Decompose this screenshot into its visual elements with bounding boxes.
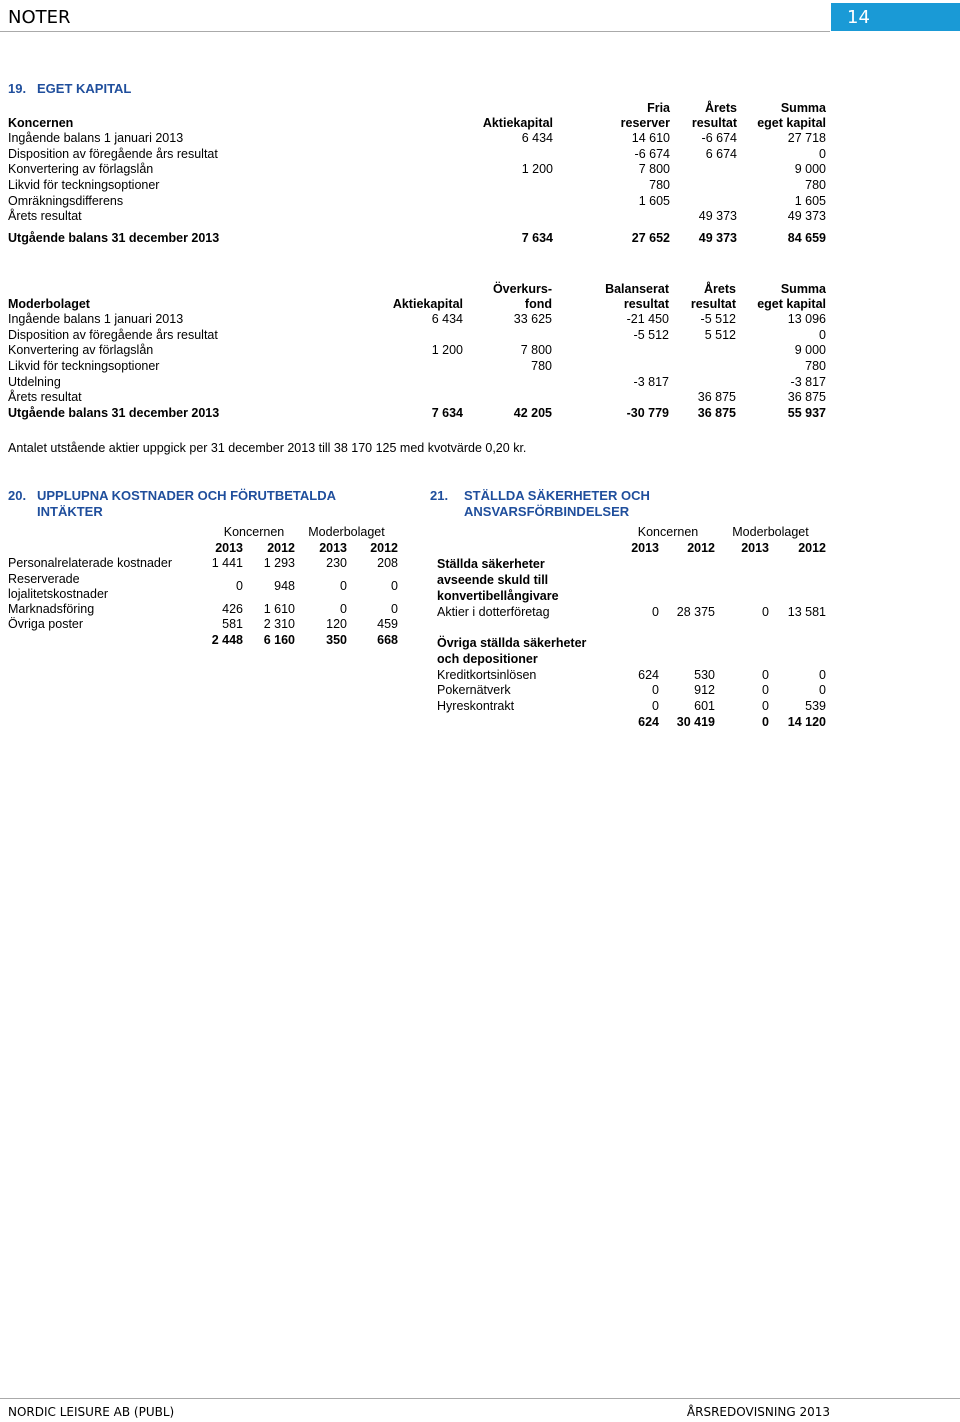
table-row — [8, 328, 826, 344]
row-label: Pokernätverk — [437, 683, 511, 698]
cell: 1 605 — [638, 193, 670, 208]
year-header: 2012 — [798, 540, 826, 555]
section-heading-line2: avseende skuld till — [437, 572, 549, 587]
cell: 36 875 — [787, 390, 826, 405]
col-header: Fria — [647, 100, 670, 115]
cell: 350 — [326, 632, 347, 647]
cell: 6 434 — [431, 312, 463, 327]
table-row — [437, 699, 826, 715]
cell: 1 200 — [521, 162, 553, 177]
table-row — [8, 602, 398, 618]
note21-title-line1: STÄLLDA SÄKERHETER OCH — [464, 488, 650, 503]
cell: -30 779 — [626, 405, 669, 420]
cell: 49 373 — [698, 231, 737, 246]
col-header: reserver — [620, 116, 670, 131]
cell: 0 — [652, 698, 659, 713]
col-header — [422, 100, 553, 116]
row-label: Övriga poster — [8, 617, 84, 632]
cell: 36 875 — [697, 405, 736, 420]
cell — [463, 390, 552, 406]
row-label: Disposition av föregående års resultat — [8, 327, 218, 342]
cell — [463, 328, 552, 344]
row-label: Utgående balans 31 december 2013 — [8, 405, 220, 420]
cell — [552, 359, 669, 375]
table-row — [8, 147, 826, 163]
note20-number: 20. — [8, 488, 27, 503]
header-rule — [0, 31, 830, 32]
table-header-row2 — [8, 116, 826, 132]
col-header: resultat — [690, 297, 736, 312]
table-row — [8, 162, 826, 178]
table-header-row1 — [437, 525, 826, 541]
cell: 28 375 — [676, 604, 715, 619]
cell — [669, 343, 736, 359]
table-row — [8, 312, 826, 328]
cell — [328, 328, 463, 344]
cell: -5 512 — [633, 327, 669, 342]
col-header: resultat — [691, 116, 737, 131]
year-header: 2013 — [215, 540, 243, 555]
table-total-row — [8, 406, 826, 422]
table-row — [437, 683, 826, 699]
cell: 0 — [762, 683, 769, 698]
cell: 6 160 — [263, 632, 295, 647]
col-header: Summa — [780, 281, 826, 296]
cell: 0 — [236, 578, 243, 593]
table-row — [8, 375, 826, 391]
cell: 7 634 — [521, 231, 553, 246]
table-header-row1 — [8, 100, 826, 116]
row-label: Marknadsföring — [8, 601, 95, 616]
table-row — [8, 131, 826, 147]
row-label: Utgående balans 31 december 2013 — [8, 231, 220, 246]
note21-number: 21. — [430, 488, 449, 503]
cell: 9 000 — [794, 343, 826, 358]
year-header: 2013 — [631, 540, 659, 555]
cell: 539 — [805, 698, 826, 713]
col-header: Aktiekapital — [482, 116, 553, 131]
cell — [670, 162, 737, 178]
table-heading: Moderbolaget — [8, 297, 90, 312]
cell: 13 581 — [787, 604, 826, 619]
row-label: Konvertering av förlagslån — [8, 162, 154, 177]
cell: 624 — [638, 667, 659, 682]
row-label-line1: Reserverade — [8, 571, 80, 586]
footer-report: ÅRSREDOVISNING 2013 — [686, 1405, 830, 1419]
cell: -3 817 — [790, 374, 826, 389]
equity-group-table — [8, 100, 826, 247]
table-header-row2 — [8, 297, 826, 313]
row-label: Likvid för teckningsoptioner — [8, 177, 160, 192]
table-heading: Koncernen — [8, 116, 74, 131]
table-header-row1 — [8, 281, 826, 297]
table-row — [8, 178, 826, 194]
table-row — [8, 343, 826, 359]
cell: 1 200 — [431, 343, 463, 358]
cell: 2 310 — [263, 617, 295, 632]
note21-title-line2: ANSVARSFÖRBINDELSER — [464, 504, 630, 519]
section-heading — [437, 556, 826, 604]
table-total-row — [8, 225, 826, 247]
cell: 36 875 — [697, 390, 736, 405]
col-group-header: Koncernen — [223, 525, 285, 539]
cell: 0 — [762, 667, 769, 682]
section-heading-line1: Övriga ställda säkerheter — [437, 636, 587, 651]
cell: 7 800 — [520, 343, 552, 358]
note20-title-line2: INTÄKTER — [37, 504, 103, 519]
section-heading-line1: Ställda säkerheter — [437, 557, 545, 572]
table-row — [8, 617, 398, 633]
row-label: Aktier i dotterföretag — [437, 604, 550, 619]
cell: 49 373 — [787, 209, 826, 224]
equity-parent-table — [8, 281, 826, 421]
row-label: Ingående balans 1 januari 2013 — [8, 312, 184, 327]
cell: -3 817 — [633, 374, 669, 389]
table-row — [8, 209, 826, 225]
shares-note: Antalet utstående aktier uppgick per 31 december 2013 till 38 170 125 med kvotvärde 0,20 kr. — [8, 441, 527, 455]
cell: 530 — [694, 667, 715, 682]
cell — [463, 375, 552, 391]
cell: -6 674 — [701, 131, 737, 146]
col-group-header: Moderbolaget — [732, 525, 809, 539]
year-header: 2012 — [687, 540, 715, 555]
cell: 6 434 — [521, 131, 553, 146]
cell: -5 512 — [700, 312, 736, 327]
cell: 2 448 — [211, 632, 243, 647]
cell: 1 441 — [211, 556, 243, 571]
cell: 1 605 — [794, 193, 826, 208]
note19-number: 19. — [8, 81, 27, 96]
cell: 0 — [340, 601, 347, 616]
cell — [670, 194, 737, 210]
row-label: Ingående balans 1 januari 2013 — [8, 131, 184, 146]
note19-title-text: EGET KAPITAL — [37, 81, 132, 96]
row-label: Årets resultat — [8, 390, 82, 405]
footer-rule — [0, 1398, 960, 1399]
page-number-box — [831, 3, 960, 31]
note21-title — [430, 488, 830, 519]
cell: 0 — [340, 578, 347, 593]
col-header: Aktiekapital — [392, 297, 463, 312]
cell — [669, 359, 736, 375]
table-row — [8, 390, 826, 406]
cell — [328, 359, 463, 375]
cell: 0 — [391, 601, 398, 616]
cell — [328, 375, 463, 391]
pledged-assets-table — [437, 525, 826, 730]
table-total-row — [437, 715, 826, 731]
cell: 0 — [391, 578, 398, 593]
cell — [670, 178, 737, 194]
cell: 668 — [377, 632, 398, 647]
year-header: 2012 — [370, 540, 398, 555]
cell — [552, 390, 669, 406]
col-header: Summa — [780, 100, 826, 115]
cell: 780 — [649, 177, 670, 192]
cell: 0 — [762, 714, 769, 729]
col-group-header: Koncernen — [637, 525, 699, 539]
cell: 9 000 — [794, 162, 826, 177]
cell: 208 — [377, 556, 398, 571]
col-header: Balanserat — [605, 281, 669, 296]
section-heading-row — [437, 556, 826, 604]
cell: 0 — [762, 698, 769, 713]
cell: 780 — [805, 177, 826, 192]
header-title: NOTER — [8, 7, 71, 28]
row-label: Omräkningsdifferens — [8, 193, 124, 208]
year-header: 2012 — [267, 540, 295, 555]
note20-title-line1: UPPLUPNA KOSTNADER OCH FÖRUTBETALDA — [37, 488, 336, 503]
cell: 0 — [652, 604, 659, 619]
cell: 0 — [819, 146, 826, 161]
cell: 6 674 — [705, 146, 737, 161]
row-label: Disposition av föregående års resultat — [8, 146, 218, 161]
cell: -6 674 — [634, 146, 670, 161]
table-header-row1 — [8, 525, 398, 541]
table-header-row2 — [8, 541, 398, 557]
accrued-expenses-table — [8, 525, 398, 649]
cell: 84 659 — [787, 231, 826, 246]
cell: 42 205 — [513, 405, 552, 420]
col-group-header: Moderbolaget — [308, 525, 385, 539]
col-header: eget kapital — [757, 297, 826, 312]
cell — [422, 178, 553, 194]
cell — [422, 147, 553, 163]
row-label: Konvertering av förlagslån — [8, 343, 154, 358]
table-row — [8, 556, 398, 572]
row-label-line2: lojalitetskostnader — [8, 586, 109, 601]
table-row — [437, 605, 826, 621]
col-header: fond — [524, 297, 552, 312]
section-heading — [437, 620, 826, 668]
year-header: 2013 — [741, 540, 769, 555]
cell: 0 — [819, 667, 826, 682]
cell: 459 — [377, 617, 398, 632]
cell: 912 — [694, 683, 715, 698]
page-number: 14 — [847, 7, 870, 28]
cell: 581 — [222, 617, 243, 632]
table-row — [8, 359, 826, 375]
cell — [553, 209, 670, 225]
row-label: Årets resultat — [8, 209, 82, 224]
cell — [328, 390, 463, 406]
table-row — [437, 668, 826, 684]
cell: 49 373 — [698, 209, 737, 224]
col-header: eget kapital — [757, 116, 826, 131]
note20-title — [8, 488, 408, 519]
section-heading-line3: konvertibellångivare — [437, 588, 559, 603]
cell: 780 — [531, 358, 552, 373]
table-header-row2 — [437, 541, 826, 557]
cell: 14 120 — [787, 714, 826, 729]
col-header: Årets — [704, 281, 736, 296]
page-header — [0, 0, 960, 34]
footer-company: NORDIC LEISURE AB (PUBL) — [8, 1405, 175, 1419]
col-header: Överkurs- — [492, 281, 552, 296]
cell — [422, 209, 553, 225]
cell — [669, 375, 736, 391]
section-heading-line2: och depositioner — [437, 651, 538, 666]
cell: 120 — [326, 617, 347, 632]
table-total-row — [8, 633, 398, 649]
cell: 5 512 — [704, 327, 736, 342]
cell: 948 — [274, 578, 295, 593]
cell: 0 — [819, 327, 826, 342]
row-label: Utdelning — [8, 374, 61, 389]
cell: 14 610 — [631, 131, 670, 146]
row-label — [8, 572, 193, 602]
table-row — [8, 572, 398, 602]
cell: 13 096 — [787, 312, 826, 327]
cell: 780 — [805, 358, 826, 373]
cell: 30 419 — [676, 714, 715, 729]
cell: 601 — [694, 698, 715, 713]
col-header: Årets — [705, 100, 737, 115]
cell: 624 — [638, 714, 659, 729]
cell: 7 634 — [431, 405, 463, 420]
cell: 0 — [652, 683, 659, 698]
row-label: Likvid för teckningsoptioner — [8, 358, 160, 373]
section-heading-row — [437, 620, 826, 668]
row-label: Hyreskontrakt — [437, 698, 515, 713]
cell: 1 293 — [263, 556, 295, 571]
cell: 426 — [222, 601, 243, 616]
table-row — [8, 194, 826, 210]
note19-title — [8, 81, 408, 96]
year-header: 2013 — [319, 540, 347, 555]
row-label: Personalrelaterade kostnader — [8, 556, 172, 571]
cell: 27 652 — [631, 231, 670, 246]
cell: 27 718 — [787, 131, 826, 146]
cell — [422, 194, 553, 210]
col-header — [328, 281, 463, 297]
cell: 230 — [326, 556, 347, 571]
cell — [552, 343, 669, 359]
cell: 0 — [819, 683, 826, 698]
cell: -21 450 — [626, 312, 669, 327]
col-header: resultat — [623, 297, 669, 312]
cell: 0 — [762, 604, 769, 619]
cell: 33 625 — [513, 312, 552, 327]
cell: 1 610 — [263, 601, 295, 616]
cell: 55 937 — [787, 405, 826, 420]
cell: 7 800 — [638, 162, 670, 177]
row-label: Kreditkortsinlösen — [437, 667, 537, 682]
